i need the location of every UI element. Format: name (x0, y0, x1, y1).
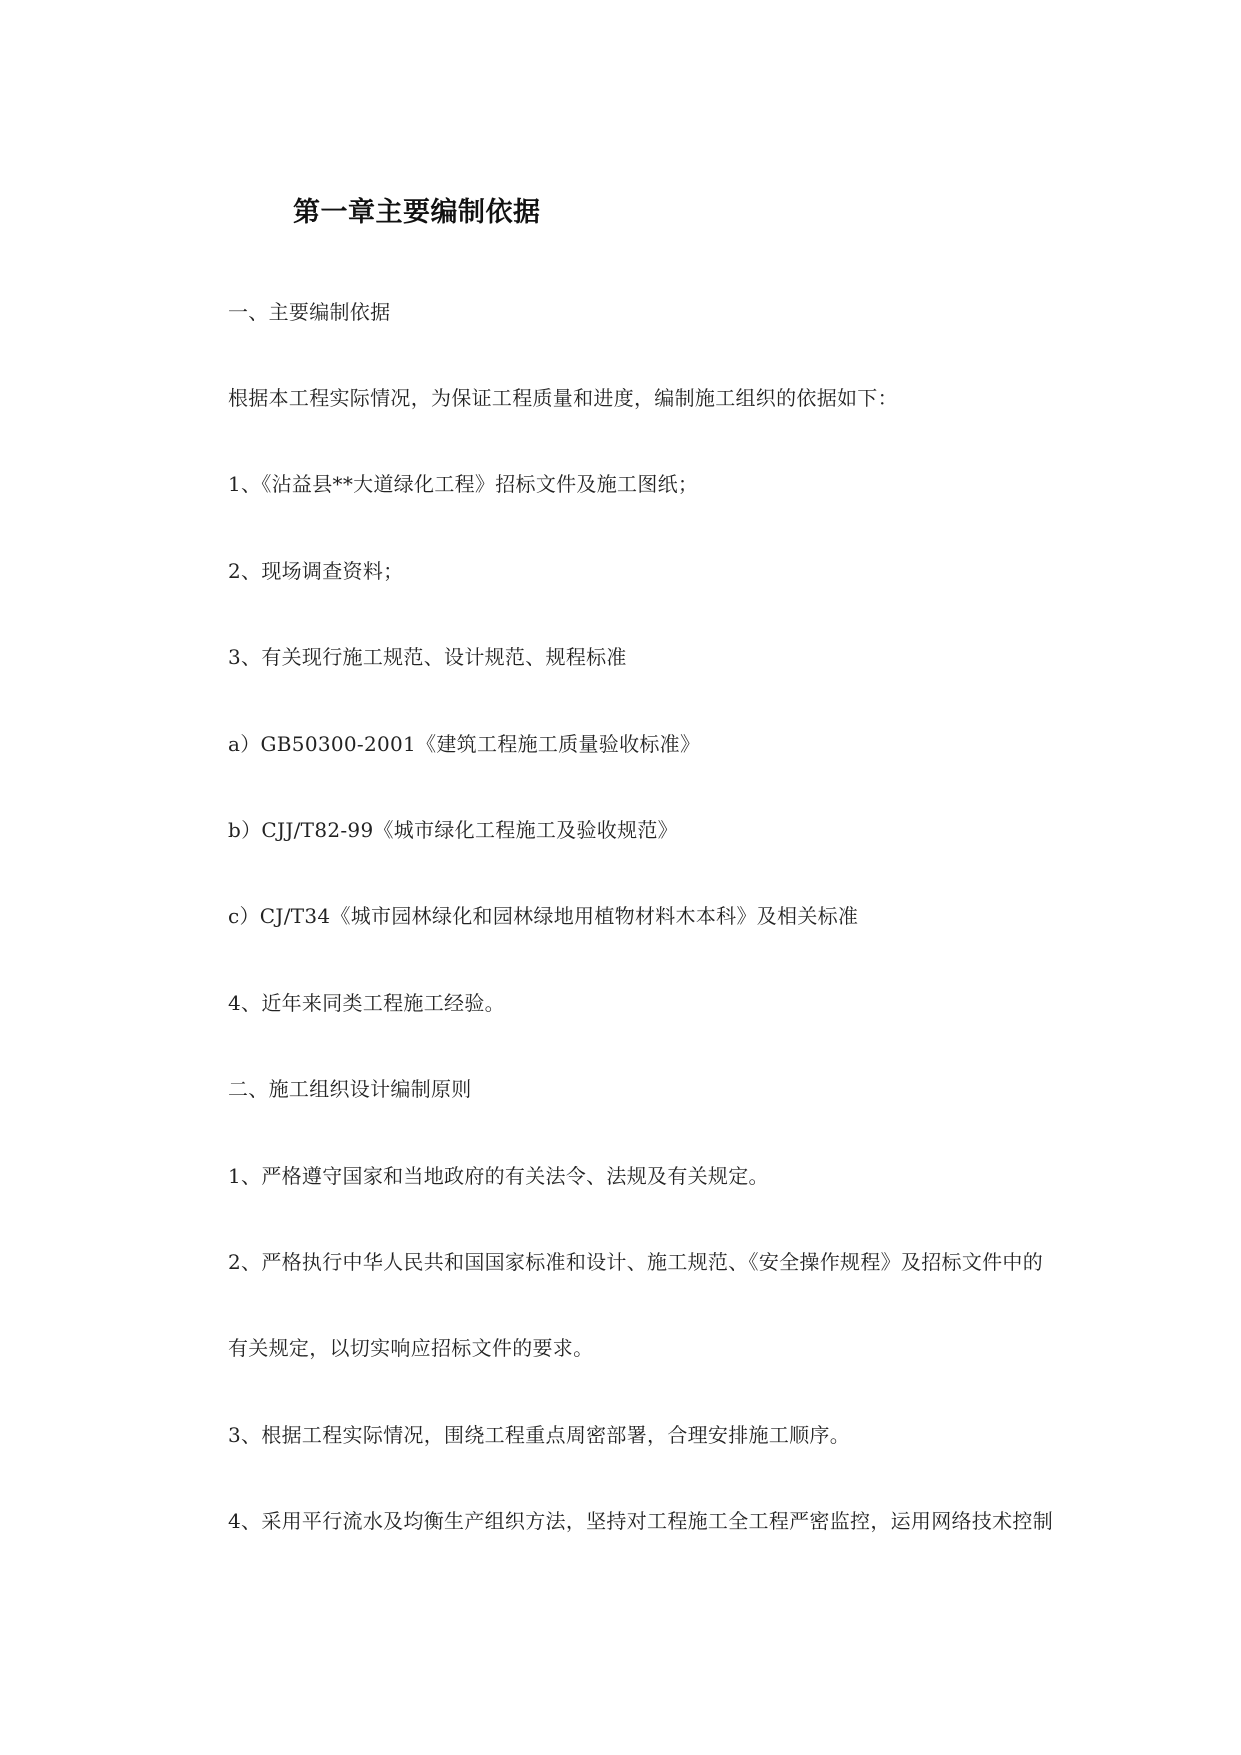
list-item-4: 4、近年来同类工程施工经验。 (228, 991, 505, 1015)
principle-item-3: 3、根据工程实际情况，围绕工程重点周密部署，合理安排施工顺序。 (228, 1423, 851, 1447)
sub-item-b: b）CJJ/T82-99《城市绿化工程施工及验收规范》 (228, 818, 678, 842)
section-heading-basis: 一、主要编制依据 (228, 300, 391, 324)
paragraph-intro: 根据本工程实际情况，为保证工程质量和进度，编制施工组织的依据如下： (228, 386, 898, 410)
list-item-1: 1、《沾益县**大道绿化工程》招标文件及施工图纸； (228, 472, 699, 496)
list-item-3: 3、有关现行施工规范、设计规范、规程标准 (228, 645, 627, 669)
section-heading-principles: 二、施工组织设计编制原则 (228, 1077, 472, 1101)
principle-item-2: 2、严格执行中华人民共和国国家标准和设计、施工规范、《安全操作规程》及招标文件中的 (228, 1250, 1044, 1274)
chapter-title: 第一章主要编制依据 (293, 197, 541, 228)
principle-item-2-continued: 有关规定，以切实响应招标文件的要求。 (228, 1336, 594, 1360)
sub-item-c: c）CJ/T34《城市园林绿化和园林绿地用植物材料木本科》及相关标准 (228, 904, 859, 928)
list-item-2: 2、现场调查资料； (228, 559, 404, 583)
principle-item-1: 1、严格遵守国家和当地政府的有关法令、法规及有关规定。 (228, 1164, 769, 1188)
sub-item-a: a）GB50300-2001《建筑工程施工质量验收标准》 (228, 732, 701, 756)
principle-item-4: 4、采用平行流水及均衡生产组织方法，坚持对工程施工全工程严密监控，运用网络技术控制 (228, 1509, 1054, 1533)
